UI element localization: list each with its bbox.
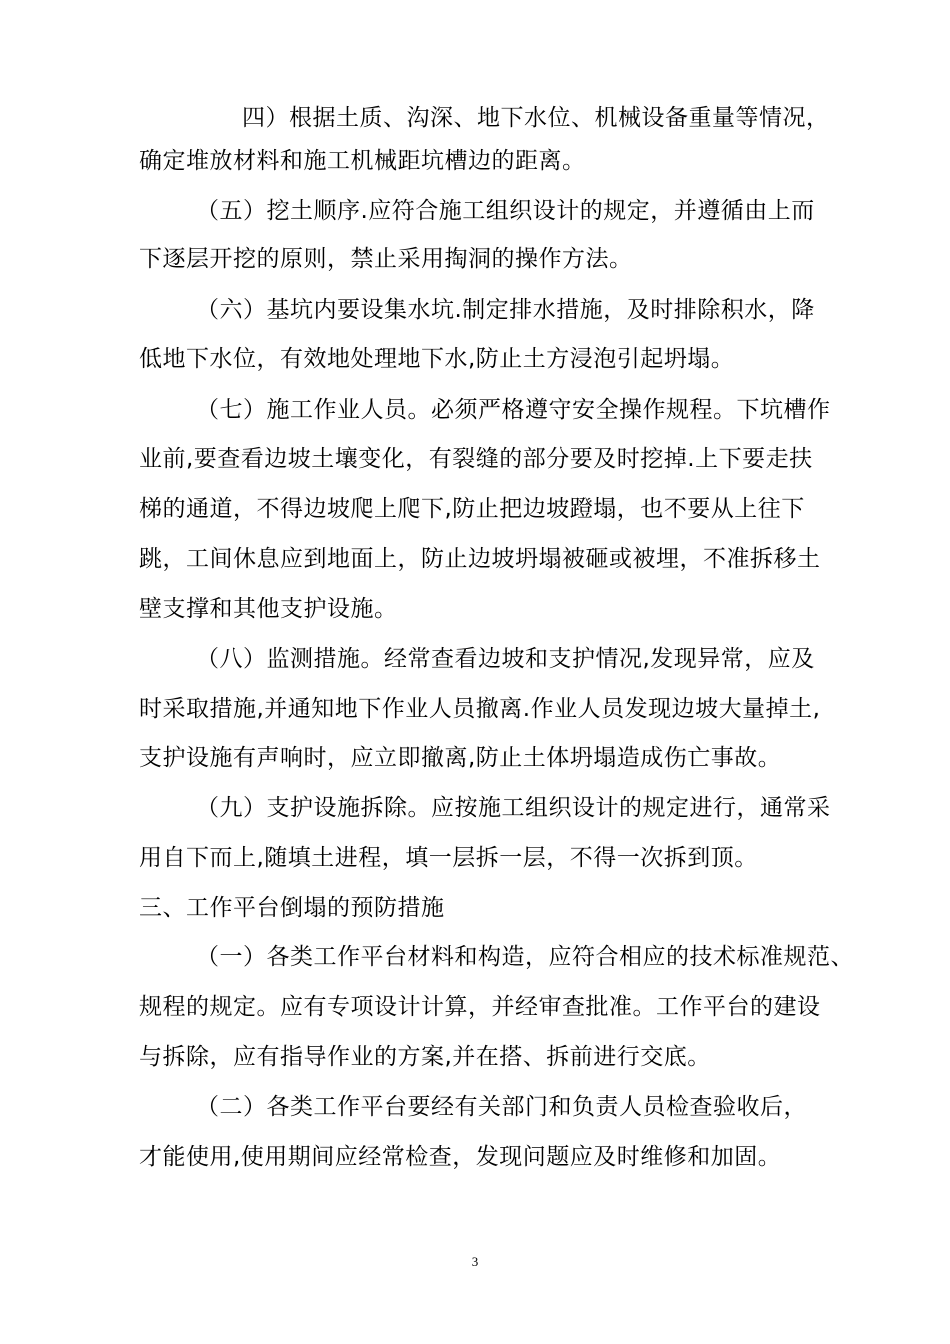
text-line: 用自下而上,随填土进程，填一层拆一层，不得一次拆到顶。 — [139, 845, 758, 871]
text-line: （五）挖土顺序.应符合施工组织设计的规定，并遵循由上而 — [196, 198, 815, 224]
text-line: 下逐层开挖的原则，禁止采用掏洞的操作方法。 — [139, 246, 633, 272]
text-line: 才能使用,使用期间应经常检查，发现问题应及时维修和加固。 — [139, 1144, 782, 1170]
text-line: （六）基坑内要设集水坑.制定排水措施，及时排除积水，降 — [196, 297, 815, 323]
text-line: 低地下水位，有效地处理地下水,防止土方浸泡引起坍塌。 — [139, 346, 735, 372]
text-line: 梯的通道，不得边坡爬上爬下,防止把边坡蹬塌，也不要从上往下 — [139, 496, 805, 522]
text-line: 业前,要查看边坡土壤变化，有裂缝的部分要及时挖掉.上下要走扶 — [139, 446, 813, 472]
text-line: 壁支撑和其他支护设施。 — [139, 596, 398, 622]
text-line: （八）监测措施。经常查看边坡和支护情况,发现异常，应及 — [196, 646, 815, 672]
section-heading: 三、工作平台倒塌的预防措施 — [139, 895, 445, 921]
text-line: （一）各类工作平台材料和构造，应符合相应的技术标准规范、 — [196, 944, 854, 970]
text-line: 与拆除，应有指导作业的方案,并在搭、拆前进行交底。 — [139, 1044, 711, 1070]
text-line: 支护设施有声响时，应立即撤离,防止土体坍塌造成伤亡事故。 — [139, 745, 782, 771]
text-line: （二）各类工作平台要经有关部门和负责人员检查验收后， — [196, 1094, 807, 1120]
text-line: （七）施工作业人员。必须严格遵守安全操作规程。下坑槽作 — [196, 397, 831, 423]
text-line: 跳，工间休息应到地面上，防止边坡坍塌被砸或被埋，不准拆移土 — [139, 546, 821, 572]
text-line: 四）根据土质、沟深、地下水位、机械设备重量等情况， — [242, 105, 830, 131]
text-line: 时采取措施,并通知地下作业人员撤离.作业人员发现边坡大量掉土, — [139, 696, 821, 722]
text-line: 规程的规定。应有专项设计计算，并经审查批准。工作平台的建设 — [139, 994, 821, 1020]
page-number: 3 — [471, 1254, 479, 1269]
text-line: 确定堆放材料和施工机械距坑槽边的距离。 — [139, 148, 586, 174]
text-line: （九）支护设施拆除。应按施工组织设计的规定进行，通常采 — [196, 795, 831, 821]
